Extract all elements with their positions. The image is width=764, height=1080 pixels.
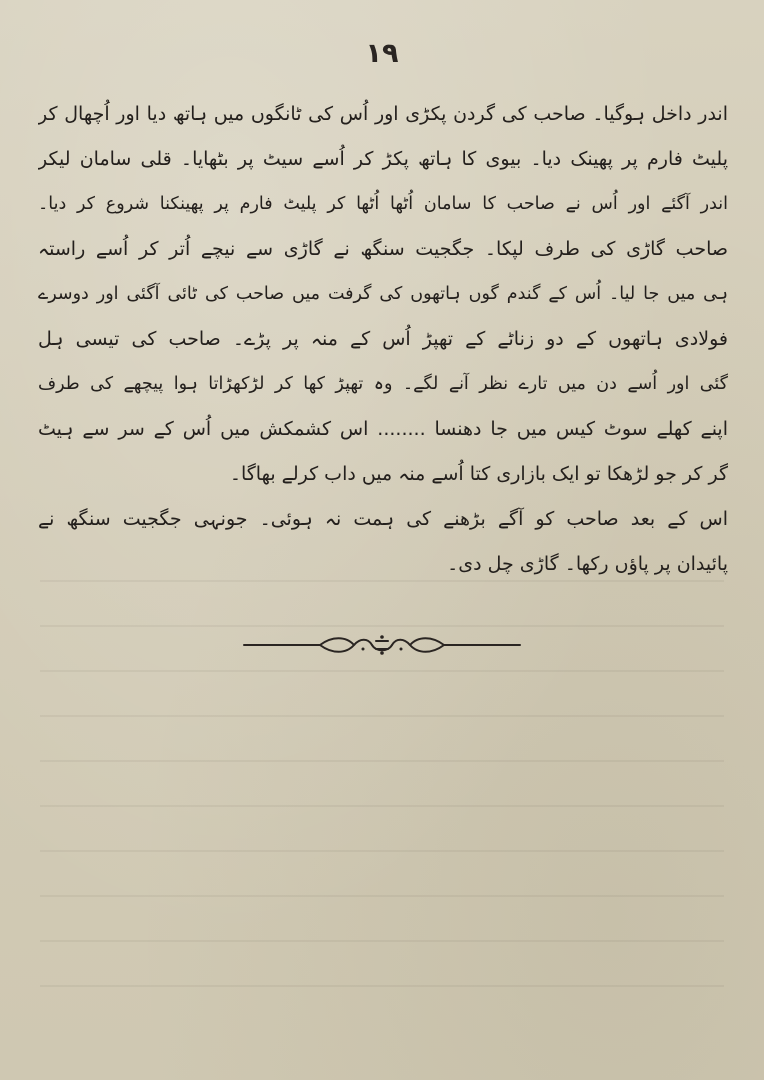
text-line: صاحب گاڑی کی طرف لپکا۔ جگجیت سنگھ نے گاڑی سے نیچے اُتر کر اُسے راستہ	[38, 238, 728, 260]
text-line: اس کے بعد صاحب کو آگے بڑھنے کی ہمت نہ ہوئی۔ جونہی جگجیت سنگھ نے	[38, 508, 728, 530]
text-line: فولادی ہاتھوں کے دو زناٹے کے تھپڑ اُس کے منہ پر پڑے۔ صاحب کی تیسی ہل	[38, 328, 728, 350]
text-line: اندر داخل ہوگیا۔ صاحب کی گردن پکڑی اور اُس کی ٹانگوں میں ہاتھ دیا اور اُچھال کر	[38, 103, 728, 125]
text-line: اندر آگئے اور اُس نے صاحب کا سامان اُٹھا اُٹھا کر پلیٹ فارم پر پھینکنا شروع کر دیا۔	[38, 194, 728, 214]
section-divider-ornament	[242, 632, 522, 658]
text-line: پلیٹ فارم پر پھینک دیا۔ بیوی کا ہاتھ پکڑ کر اُسے سیٹ پر بٹھایا۔ قلی سامان لیکر	[38, 148, 728, 170]
page-number: ١٩	[365, 38, 399, 69]
text-line: گئی اور اُسے دن میں تارے نظر آنے لگے۔ وہ تھپڑ کھا کر لڑکھڑاتا ہوا پیچھے کی طرف	[38, 374, 728, 394]
text-line: پائیدان پر پاؤں رکھا۔ گاڑی چل دی۔	[447, 553, 728, 575]
text-line: ہی میں جا لیا۔ اُس کے گندم گوں ہاتھوں کی گرفت میں صاحب کی ٹائی آگئی اور دوسرے	[38, 284, 728, 304]
body-text	[38, 92, 728, 587]
text-line: گر کر جو لڑھکا تو ایک بازاری کتا اُسے منہ میں داب کرلے بھاگا۔	[229, 463, 728, 485]
text-line: اپنے کھلے سوٹ کیس میں جا دھنسا ........ اس کشمکش میں اُس کے سر سے ہیٹ	[38, 418, 728, 440]
